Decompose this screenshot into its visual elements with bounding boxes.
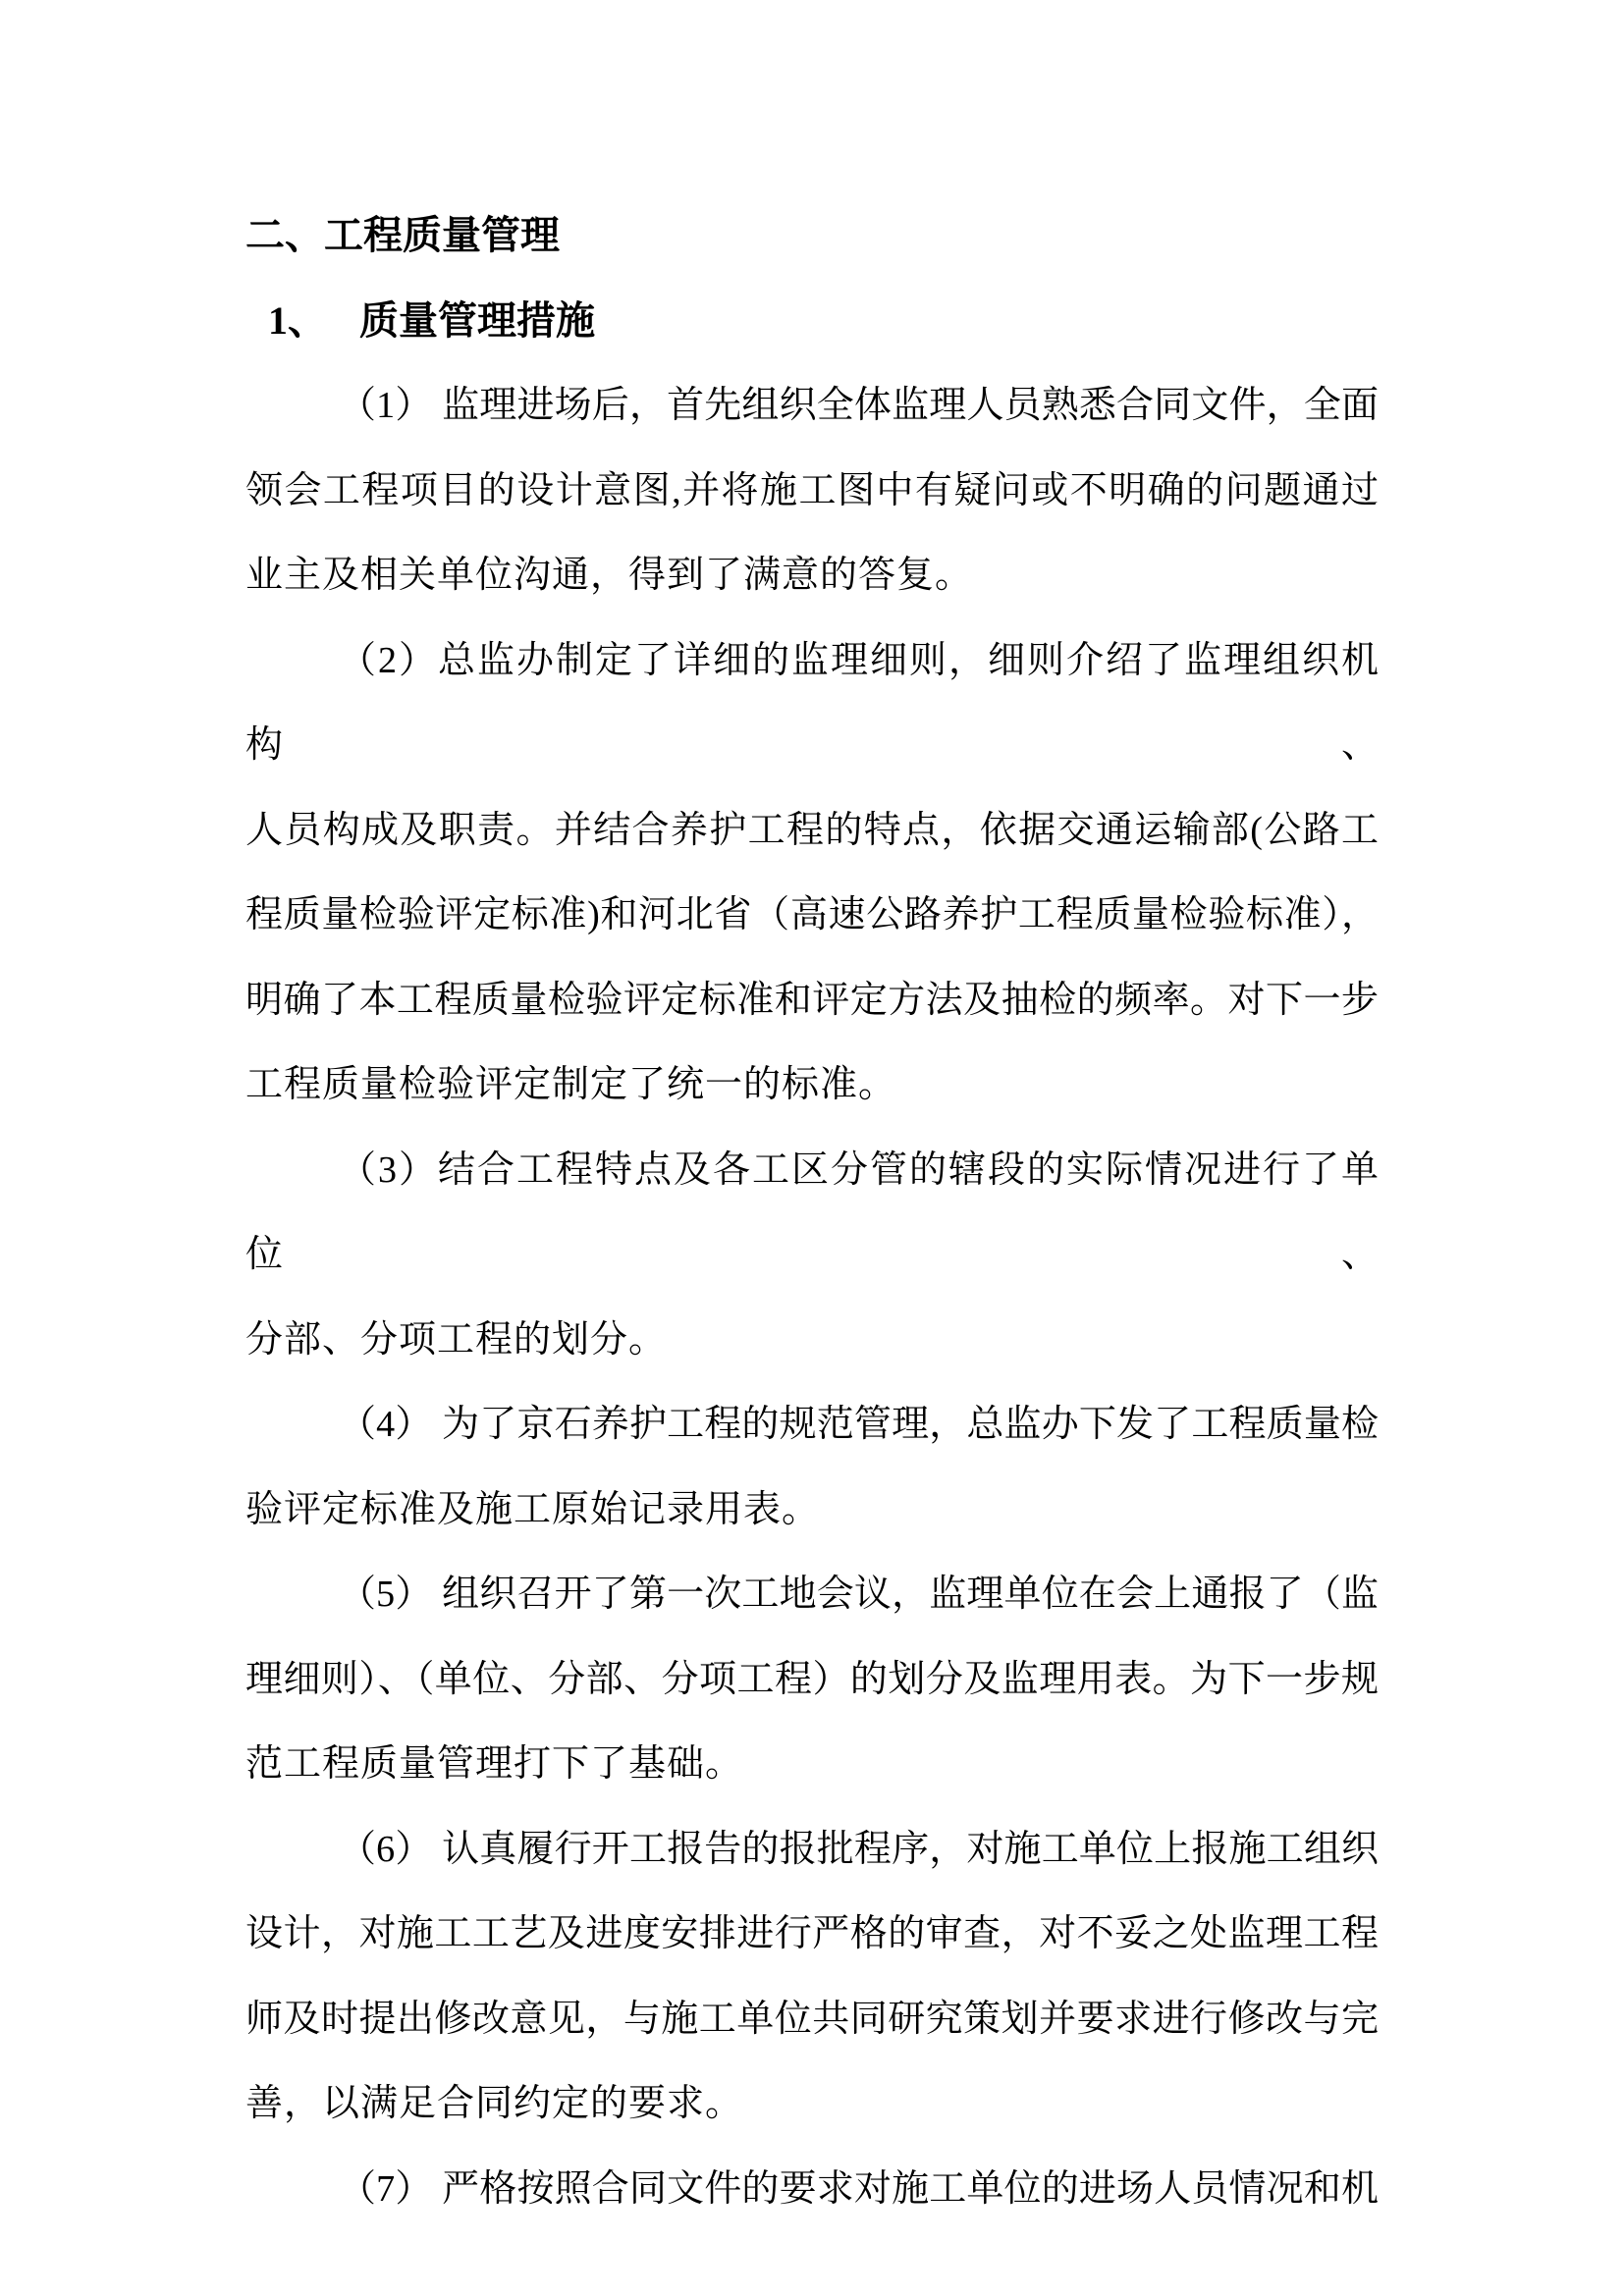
text-line: 设计，对施工工艺及进度安排进行严格的审查，对不妥之处监理工程 — [245, 1913, 1379, 1954]
paragraph — [245, 1382, 1379, 1552]
section-heading: 二、工程质量管理 — [245, 213, 560, 257]
text-line: 分部、分项工程的划分。 — [245, 1318, 668, 1361]
text-line: （5） 组织召开了第一次工地会议，监理单位在会上通报了（监 — [339, 1574, 1379, 1615]
text-line: （4） 为了京石养护工程的规范管理，总监办下发了工程质量检 — [339, 1404, 1379, 1445]
paragraph — [245, 1128, 1379, 1383]
text-line: 师及时提出修改意见，与施工单位共同研究策划并要求进行修改与完 — [245, 1998, 1379, 2040]
text-line: 工程质量检验评定制定了统一的标准。 — [245, 1064, 897, 1105]
text-line: （2）总监办制定了详细的监理细则，细则介绍了监理组织机构、 — [245, 639, 1379, 766]
text-line: 明确了本工程质量检验评定标准和评定方法及抽检的频率。对下一步 — [245, 979, 1379, 1021]
paragraph — [245, 363, 1379, 618]
text-line: 领会工程项目的设计意图,并将施工图中有疑问或不明确的问题通过 — [245, 469, 1379, 511]
text-line: （3）结合工程特点及各工区分管的辖段的实际情况进行了单位、 — [245, 1148, 1379, 1275]
text-line: 程质量检验评定标准)和河北省（高速公路养护工程质量检验标准）， — [245, 894, 1379, 935]
text-line: 范工程质量管理打下了基础。 — [245, 1743, 744, 1785]
paragraph — [245, 1552, 1379, 1807]
text-line: （7） 严格按照合同文件的要求对施工单位的进场人员情况和机 — [339, 2167, 1379, 2210]
subsection-title: 质量管理措施 — [359, 297, 595, 343]
text-line: 理细则）、（单位、分部、分项工程）的划分及监理用表。为下一步规 — [245, 1658, 1379, 1700]
paragraph — [245, 1807, 1379, 2147]
text-line: （6） 认真履行开工报告的报批程序，对施工单位上报施工组织 — [339, 1828, 1379, 1870]
paragraph — [245, 2147, 1379, 2232]
subsection-heading — [268, 279, 1379, 364]
text-line: 善，以满足合同约定的要求。 — [245, 2083, 744, 2124]
subsection-number: 1、 — [268, 297, 327, 343]
text-line: 业主及相关单位沟通，得到了满意的答复。 — [245, 555, 974, 596]
text-line: 人员构成及职责。并结合养护工程的特点，依据交通运输部(公路工 — [245, 809, 1379, 851]
paragraph — [245, 618, 1379, 1128]
text-line: （1） 监理进场后，首先组织全体监理人员熟悉合同文件，全面 — [339, 385, 1379, 426]
text-line: 验评定标准及施工原始记录用表。 — [245, 1488, 821, 1530]
